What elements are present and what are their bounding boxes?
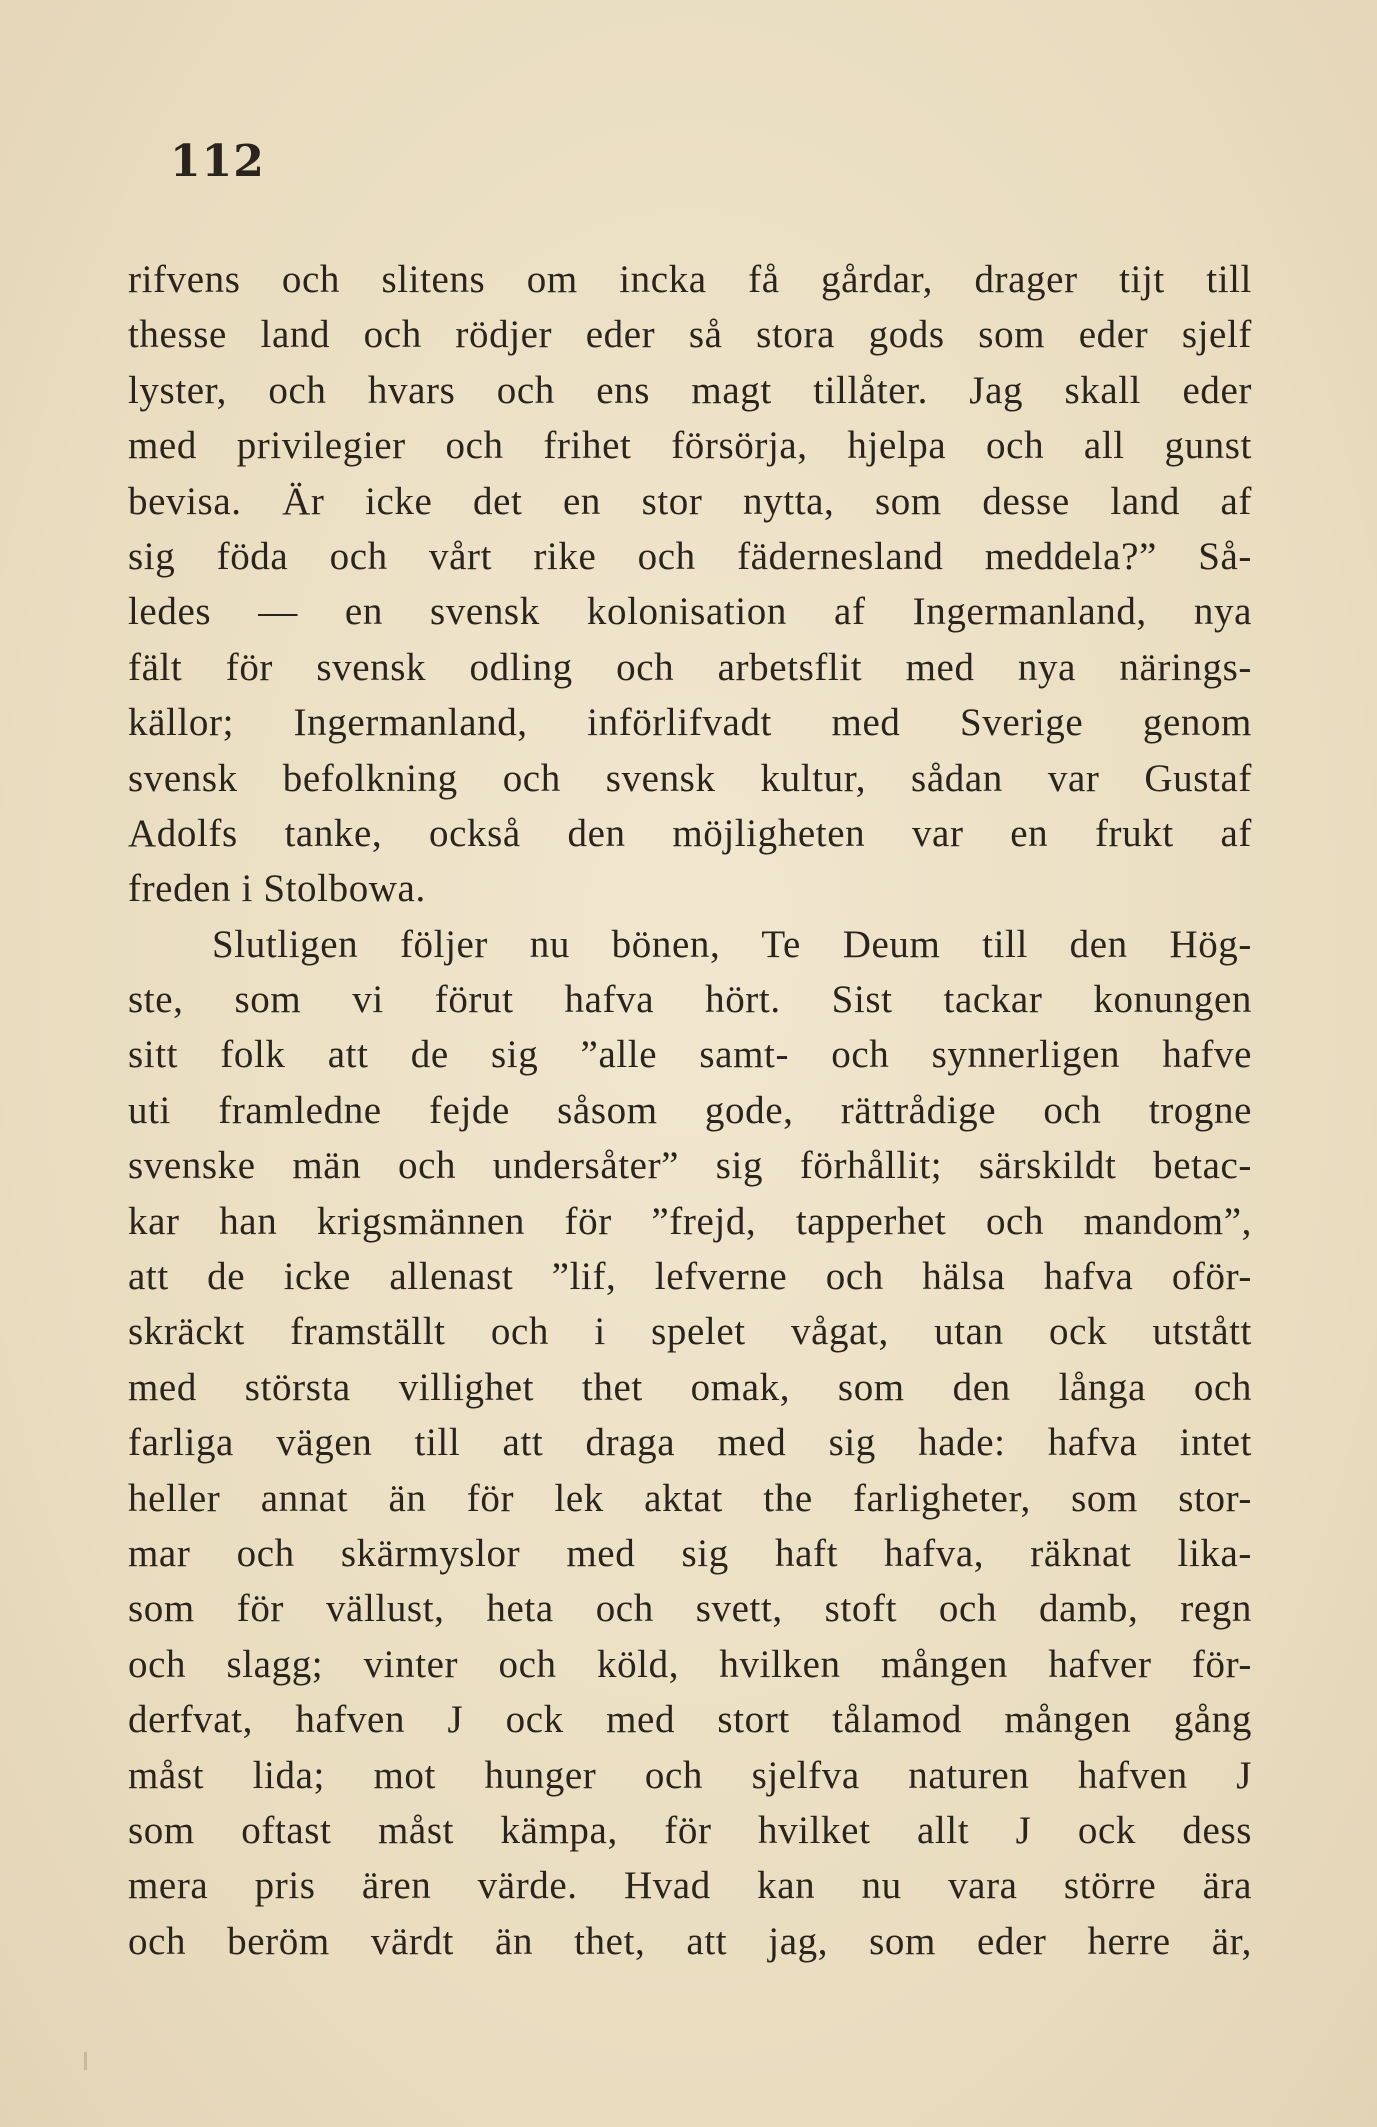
page-number: 112: [170, 136, 265, 187]
text-line: och beröm värdt än thet, att jag, som eder herre är,: [128, 1919, 1252, 1963]
text-line: sitt folk att de sig ”alle samt- och synnerligen hafve: [128, 1033, 1252, 1077]
text-line: farliga vägen till att draga med sig hade: hafva intet: [128, 1421, 1252, 1465]
text-line: kar han krigsmännen för ”frejd, tapperhet och mandom”,: [128, 1199, 1252, 1243]
text-line: fält för svensk odling och arbetsflit med nya närings-: [128, 645, 1252, 689]
text-line: som oftast måst kämpa, för hvilket allt J ock dess: [128, 1808, 1252, 1852]
text-line: lyster, och hvars och ens magt tillåter. Jag skall eder: [128, 368, 1252, 412]
text-line: derfvat, hafven J ock med stort tålamod mången gång: [128, 1698, 1252, 1742]
text-line: som för vällust, heta och svett, stoft och damb, regn: [128, 1587, 1252, 1631]
text-line: bevisa. Är icke det en stor nytta, som desse land af: [128, 479, 1252, 523]
text-line: sig föda och vårt rike och fädernesland meddela?” Så-: [128, 534, 1252, 578]
body-text: [128, 252, 1252, 1969]
text-line: thesse land och rödjer eder så stora gods som eder sjelf: [128, 313, 1252, 357]
text-line: och slagg; vinter och köld, hvilken mången hafver för-: [128, 1642, 1252, 1686]
text-line: Adolfs tanke, också den möjligheten var en frukt af: [128, 811, 1252, 855]
text-line: heller annat än för lek aktat the farligheter, som stor-: [128, 1476, 1252, 1520]
text-line: rifvens och slitens om incka få gårdar, drager tijt till: [128, 258, 1252, 301]
text-line: skräckt framställt och i spelet vågat, utan ock utstått: [128, 1310, 1252, 1354]
text-line: svensk befolkning och svensk kultur, sådan var Gustaf: [128, 756, 1252, 800]
paragraph-start-line: Slutligen följer nu bönen, Te Deum till den Hög-: [212, 922, 1252, 966]
paragraph-end-line: freden i Stolbowa.: [128, 867, 426, 911]
text-line: mera pris ären värde. Hvad kan nu vara större ära: [128, 1864, 1252, 1908]
text-line: med privilegier och frihet försörja, hjelpa och all gunst: [128, 424, 1252, 468]
text-line: med största villighet thet omak, som den långa och: [128, 1365, 1252, 1409]
text-line: mar och skärmyslor med sig haft hafva, räknat lika-: [128, 1531, 1252, 1575]
text-line: källor; Ingermanland, införlifvadt med Sverige genom: [128, 701, 1252, 745]
text-line: att de icke allenast ”lif, lefverne och hälsa hafva oför-: [128, 1255, 1252, 1299]
text-line: uti framledne fejde såsom gode, rättrådige och trogne: [128, 1088, 1252, 1132]
text-line: ledes — en svensk kolonisation af Ingermanland, nya: [128, 590, 1252, 634]
text-line: ste, som vi förut hafva hört. Sist tackar konungen: [128, 978, 1252, 1022]
text-line: svenske män och undersåter” sig förhållit; särskildt betac-: [128, 1144, 1252, 1188]
paper-fleck: [84, 2052, 87, 2070]
text-line: måst lida; mot hunger och sjelfva naturen hafven J: [128, 1753, 1252, 1797]
